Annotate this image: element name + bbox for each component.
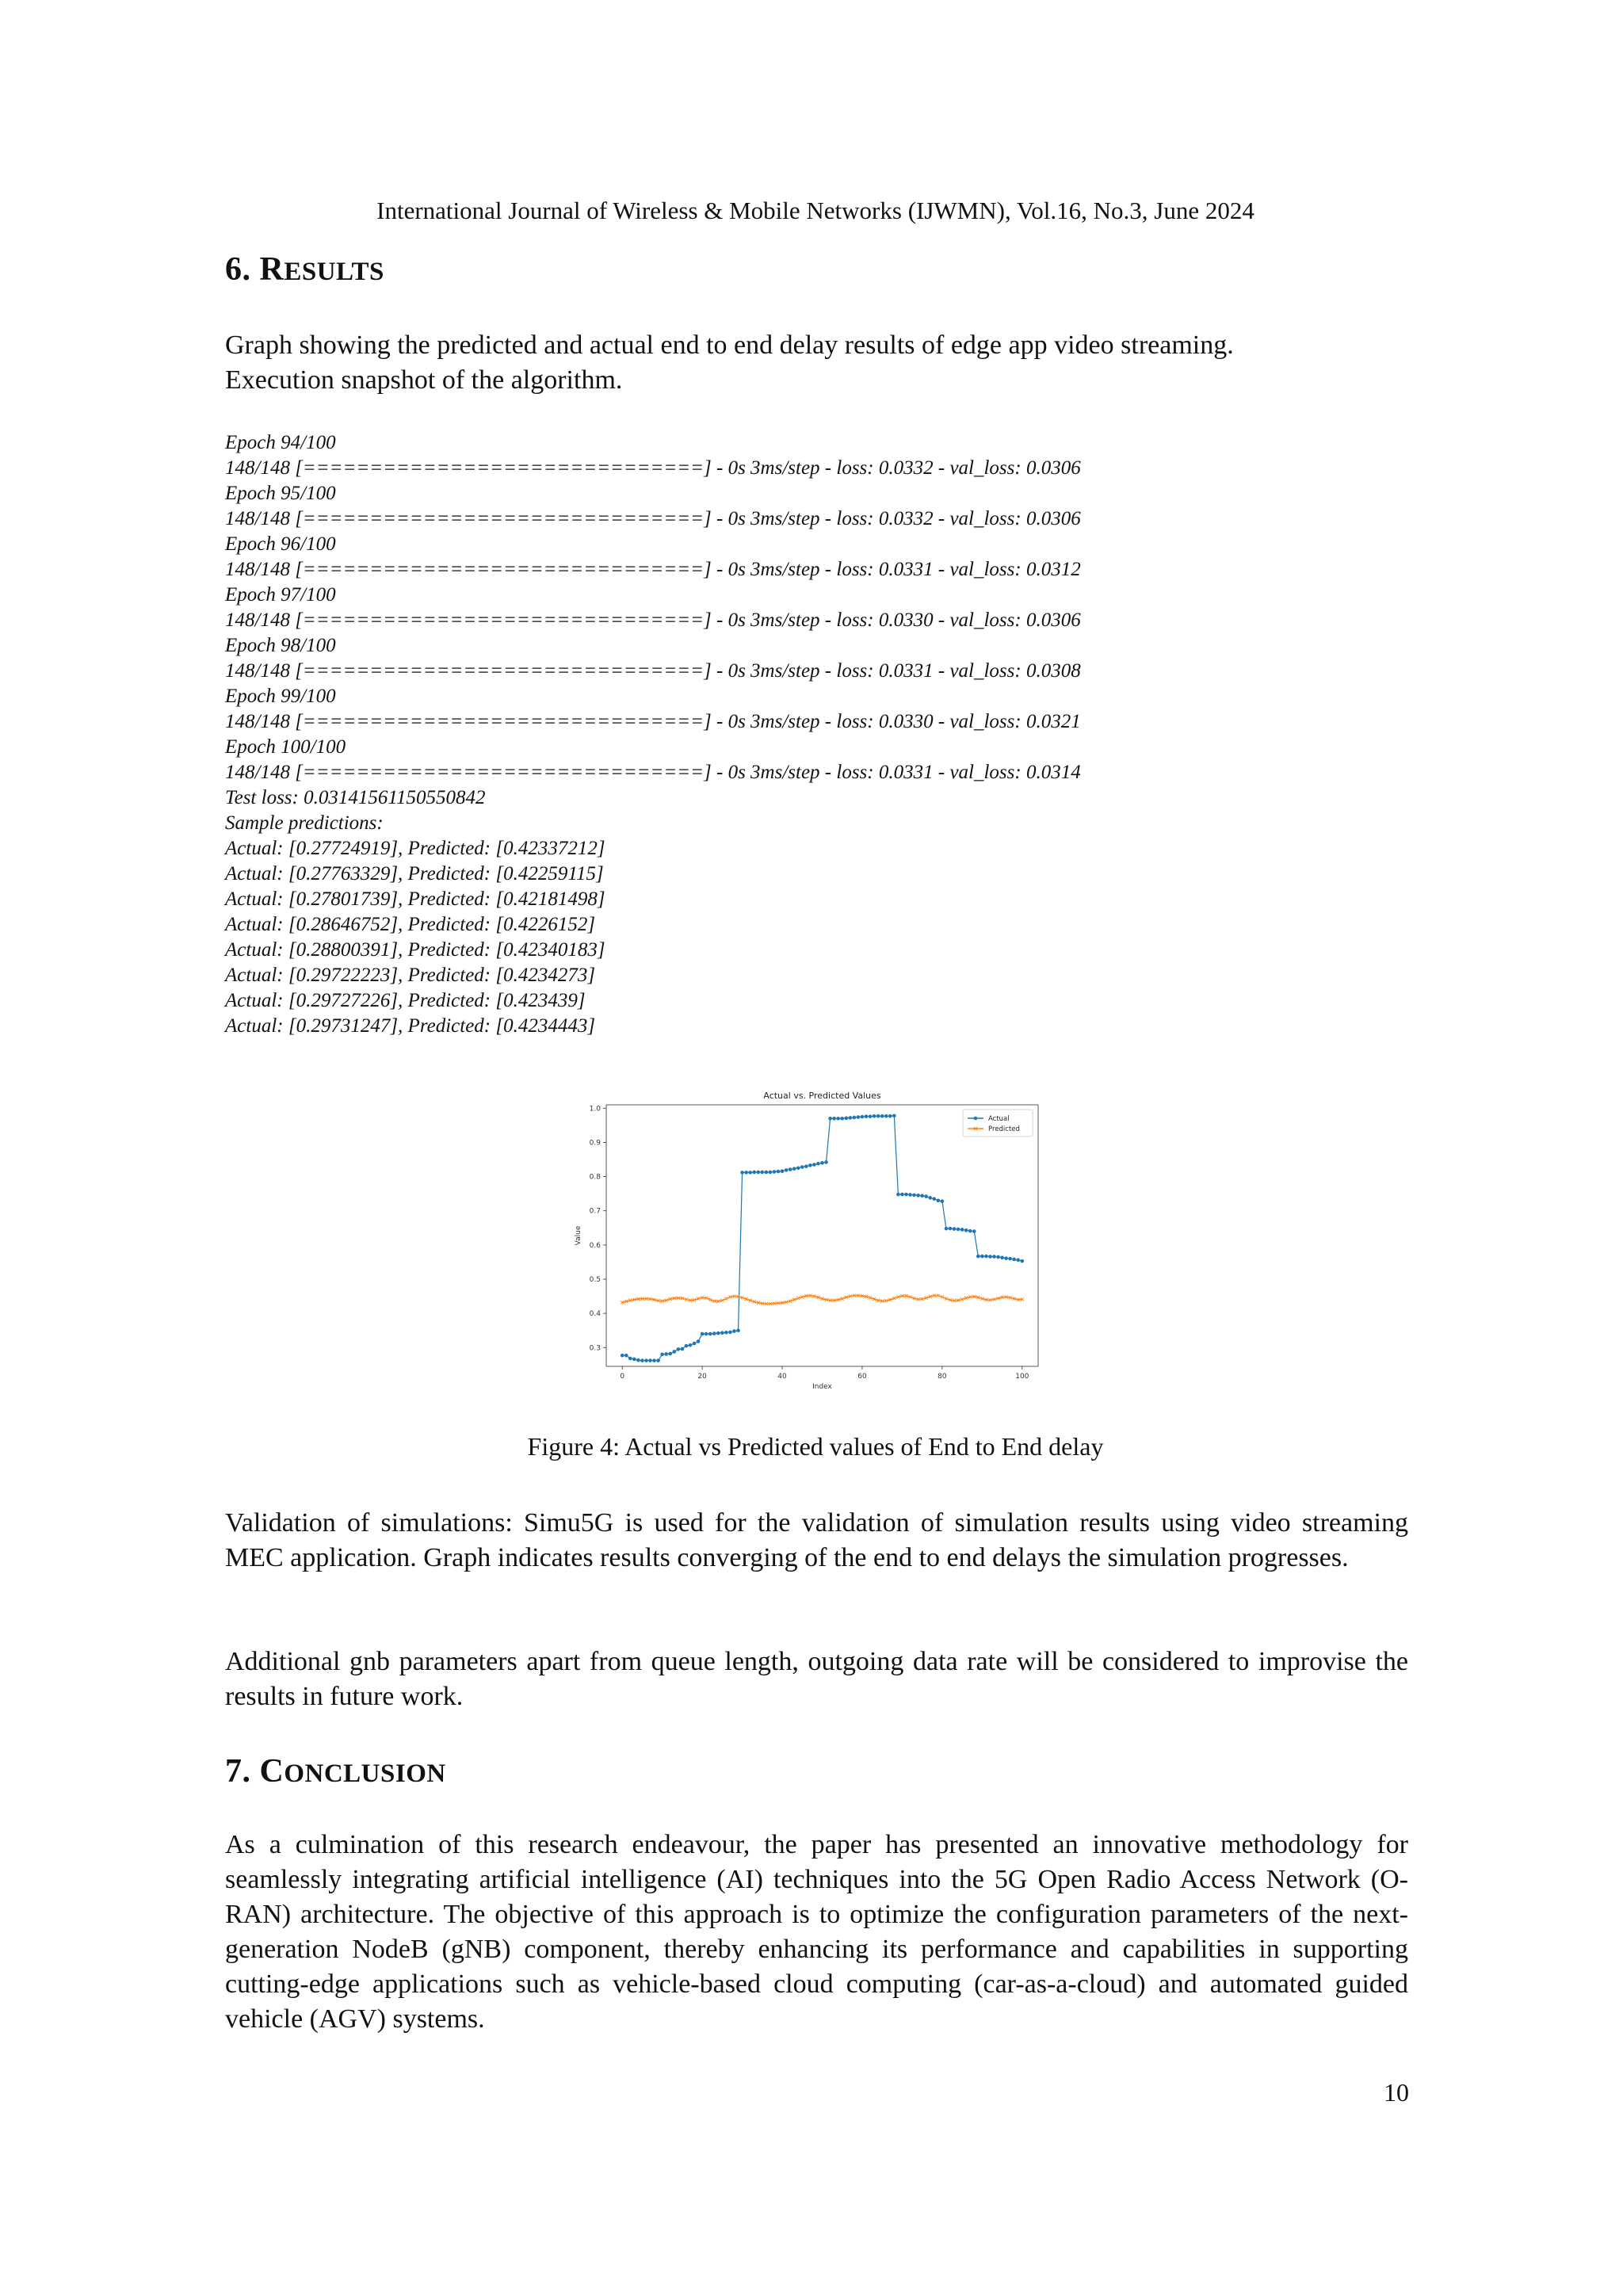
data-point-actual	[844, 1117, 848, 1121]
data-point-actual	[792, 1167, 796, 1171]
data-point-actual	[644, 1358, 648, 1362]
log-line: Epoch 94/100	[225, 432, 336, 453]
y-tick-label: 0.8	[589, 1173, 601, 1182]
log-line: Actual: [0.27724919], Predicted: [0.42337212]	[225, 838, 605, 859]
data-point-actual	[880, 1114, 884, 1118]
data-point-actual	[624, 1354, 628, 1358]
data-point-actual	[672, 1350, 676, 1354]
data-point-actual	[689, 1343, 693, 1347]
data-point-actual	[796, 1167, 800, 1171]
results-heading: 6. RESULTS	[225, 251, 384, 288]
data-point-actual	[636, 1358, 640, 1362]
data-point-actual	[957, 1228, 960, 1232]
data-point-actual	[728, 1331, 732, 1335]
chart-title: Actual vs. Predicted Values	[763, 1091, 881, 1101]
log-line: Epoch 95/100	[225, 483, 336, 504]
data-point-actual	[888, 1114, 892, 1118]
log-line: 148/148 [==============================] - 0s 3ms/step - loss: 0.0332 - val_loss: 0.0306	[225, 457, 1081, 479]
data-point-actual	[724, 1331, 728, 1335]
log-line: Sample predictions:	[225, 812, 384, 834]
x-tick-label: 100	[1015, 1373, 1029, 1381]
data-point-actual	[1004, 1256, 1008, 1260]
data-point-actual	[980, 1255, 984, 1259]
data-point-actual	[900, 1193, 904, 1197]
data-point-actual	[748, 1171, 752, 1175]
data-point-actual	[640, 1358, 644, 1362]
log-line: 148/148 [==============================] - 0s 3ms/step - loss: 0.0330 - val_loss: 0.0306	[225, 609, 1081, 631]
data-point-actual	[660, 1353, 664, 1357]
log-line: Actual: [0.29727226], Predicted: [0.423439]	[225, 990, 586, 1011]
data-point-actual	[904, 1193, 908, 1197]
data-point-actual	[1016, 1259, 1020, 1263]
data-point-actual	[972, 1229, 976, 1233]
data-point-actual	[876, 1114, 880, 1118]
log-line: 148/148 [==============================] - 0s 3ms/step - loss: 0.0330 - val_loss: 0.0321	[225, 711, 1081, 732]
page-number: 10	[1384, 2078, 1409, 2107]
data-point-actual	[632, 1358, 636, 1362]
data-point-actual	[912, 1194, 916, 1198]
series-line-actual	[622, 1116, 1022, 1361]
log-line: Actual: [0.28646752], Predicted: [0.4226152]	[225, 914, 596, 935]
data-point-actual	[840, 1117, 844, 1121]
log-line: 148/148 [==============================] - 0s 3ms/step - loss: 0.0331 - val_loss: 0.0314	[225, 762, 1081, 783]
x-tick-label: 0	[620, 1373, 625, 1381]
data-point-actual	[756, 1171, 760, 1175]
data-point-actual	[849, 1116, 853, 1120]
data-point-actual	[808, 1163, 812, 1167]
data-point-actual	[916, 1194, 920, 1198]
data-point-actual	[744, 1171, 748, 1175]
log-line: Actual: [0.27801739], Predicted: [0.42181498]	[225, 888, 605, 910]
data-point-actual	[712, 1331, 716, 1335]
data-point-actual	[708, 1332, 712, 1336]
log-line: Epoch 99/100	[225, 686, 336, 707]
data-point-actual	[648, 1358, 652, 1362]
data-point-actual	[1008, 1257, 1012, 1261]
data-point-actual	[865, 1114, 869, 1118]
data-point-actual	[945, 1227, 949, 1231]
data-point-actual	[1012, 1258, 1016, 1262]
y-tick-label: 0.3	[589, 1344, 601, 1353]
data-point-actual	[932, 1197, 936, 1201]
data-point-actual	[1021, 1259, 1025, 1263]
data-point-actual	[789, 1167, 792, 1171]
data-point-actual	[752, 1171, 756, 1175]
log-line: Actual: [0.29722223], Predicted: [0.4234273]	[225, 965, 596, 986]
data-point-actual	[996, 1255, 1000, 1259]
data-point-actual	[769, 1171, 773, 1175]
x-tick-label: 60	[857, 1373, 867, 1381]
data-point-actual	[621, 1354, 624, 1358]
x-tick-label: 80	[938, 1373, 947, 1381]
y-tick-label: 0.9	[589, 1139, 601, 1148]
data-point-actual	[953, 1227, 957, 1231]
y-axis-label: Value	[575, 1225, 582, 1246]
log-line: Epoch 96/100	[225, 533, 336, 555]
data-point-actual	[857, 1115, 861, 1119]
data-point-actual	[937, 1198, 941, 1202]
data-point-actual	[628, 1357, 632, 1361]
x-axis-label: Index	[812, 1383, 832, 1391]
data-point-actual	[720, 1331, 724, 1335]
data-point-actual	[869, 1114, 873, 1118]
results-intro	[225, 328, 1408, 398]
data-point-actual	[716, 1331, 720, 1335]
data-point-actual	[873, 1114, 876, 1118]
actual-vs-predicted-chart	[559, 1087, 1050, 1404]
log-line: Actual: [0.27763329], Predicted: [0.42259115]	[225, 863, 604, 884]
x-tick-label: 40	[777, 1373, 787, 1381]
data-point-actual	[836, 1117, 840, 1121]
figure-4	[559, 1087, 1050, 1404]
data-point-actual	[949, 1227, 953, 1231]
data-point-actual	[892, 1114, 896, 1118]
data-point-actual	[828, 1117, 832, 1121]
results-intro-line-2: Execution snapshot of the algorithm.	[225, 365, 623, 395]
data-point-actual	[732, 1329, 736, 1333]
data-point-actual	[968, 1229, 972, 1233]
log-line: Epoch 97/100	[225, 584, 336, 606]
data-point-actual	[777, 1170, 781, 1174]
data-point-actual	[685, 1344, 689, 1348]
legend-marker-actual	[974, 1117, 978, 1121]
data-point-actual	[781, 1169, 785, 1173]
journal-header: International Journal of Wireless & Mobile Networks (IJWMN), Vol.16, No.3, June 2024	[376, 197, 1254, 224]
log-line: 148/148 [==============================] - 0s 3ms/step - loss: 0.0332 - val_loss: 0.0306	[225, 508, 1081, 529]
data-point-actual	[924, 1194, 928, 1198]
data-point-actual	[740, 1171, 744, 1175]
y-tick-label: 0.5	[589, 1276, 601, 1284]
y-tick-label: 0.4	[589, 1310, 601, 1319]
x-tick-label: 20	[697, 1373, 707, 1381]
data-point-actual	[705, 1332, 708, 1336]
data-point-actual	[824, 1160, 828, 1164]
data-point-actual	[693, 1342, 697, 1346]
legend-label-actual: Actual	[988, 1115, 1010, 1123]
log-line: Epoch 100/100	[225, 736, 346, 758]
plot-frame	[606, 1105, 1038, 1366]
data-point-actual	[656, 1358, 660, 1362]
data-point-actual	[736, 1328, 740, 1332]
log-line: Epoch 98/100	[225, 635, 336, 656]
data-point-actual	[960, 1228, 964, 1232]
data-point-actual	[920, 1194, 924, 1198]
y-tick-label: 0.6	[589, 1241, 601, 1250]
data-point-actual	[652, 1358, 656, 1362]
data-point-actual	[988, 1255, 992, 1259]
data-point-actual	[976, 1255, 980, 1259]
additional-paragraph: Additional gnb parameters apart from queue length, outgoing data rate will be considered to improvise the results in future work.	[225, 1647, 1408, 1711]
y-tick-label: 0.7	[589, 1207, 601, 1216]
data-point-actual	[773, 1170, 777, 1174]
data-point-actual	[800, 1165, 804, 1169]
log-line: 148/148 [==============================] - 0s 3ms/step - loss: 0.0331 - val_loss: 0.0308	[225, 660, 1081, 682]
data-point-actual	[677, 1347, 681, 1351]
data-point-actual	[884, 1114, 888, 1118]
data-point-actual	[681, 1347, 685, 1351]
data-point-actual	[984, 1255, 988, 1259]
data-point-actual	[832, 1117, 836, 1121]
conclusion-heading: 7. CONCLUSION	[225, 1753, 446, 1790]
execution-log	[225, 430, 1408, 1039]
log-line: Test loss: 0.03141561150550842	[225, 787, 486, 808]
data-point-actual	[761, 1171, 765, 1175]
data-point-actual	[896, 1193, 900, 1197]
data-point-actual	[820, 1161, 824, 1165]
data-point-actual	[812, 1163, 816, 1167]
data-point-actual	[964, 1228, 968, 1232]
data-point-actual	[765, 1171, 769, 1175]
figure-caption: Figure 4: Actual vs Predicted values of End to End delay	[527, 1432, 1104, 1461]
data-point-actual	[785, 1168, 789, 1172]
data-point-actual	[664, 1352, 668, 1356]
data-point-actual	[941, 1199, 945, 1203]
data-point-actual	[1000, 1256, 1004, 1260]
data-point-actual	[928, 1196, 932, 1200]
data-point-actual	[701, 1332, 705, 1336]
data-point-actual	[908, 1193, 912, 1197]
data-point-actual	[816, 1162, 820, 1166]
validation-paragraph: Validation of simulations: Simu5G is used for the validation of simulation results using video streaming MEC application. Graph indicates results converging of the end to end delays the simulation progresses.	[225, 1508, 1408, 1572]
y-tick-label: 1.0	[589, 1105, 601, 1114]
data-point-actual	[992, 1255, 996, 1259]
results-intro-line-1: Graph showing the predicted and actual end to end delay results of edge app video streaming.	[225, 330, 1234, 360]
data-point-actual	[697, 1339, 701, 1343]
conclusion-paragraph: As a culmination of this research endeavour, the paper has presented an innovative methodology for seamlessly integrating artificial intelligence (AI) techniques into the 5G Open Radio Access Network (O-RAN) architecture. The objective of this approach is to optimize the configuration parameters of the next-generation NodeB (gNB) component, thereby enhancing its performance and capabilities in supporting cutting-edge applications such as vehicle-based cloud computing (car-as-a-cloud) and automated guided vehicle (AGV) systems.	[225, 1830, 1408, 2034]
log-line: Actual: [0.29731247], Predicted: [0.4234443]	[225, 1015, 596, 1037]
log-line: 148/148 [==============================] - 0s 3ms/step - loss: 0.0331 - val_loss: 0.0312	[225, 559, 1081, 580]
data-point-actual	[853, 1116, 857, 1120]
legend-label-predicted: Predicted	[988, 1125, 1020, 1133]
data-point-actual	[804, 1164, 808, 1168]
data-point-actual	[668, 1352, 672, 1356]
log-line: Actual: [0.28800391], Predicted: [0.42340183]	[225, 939, 605, 961]
data-point-actual	[861, 1115, 865, 1119]
